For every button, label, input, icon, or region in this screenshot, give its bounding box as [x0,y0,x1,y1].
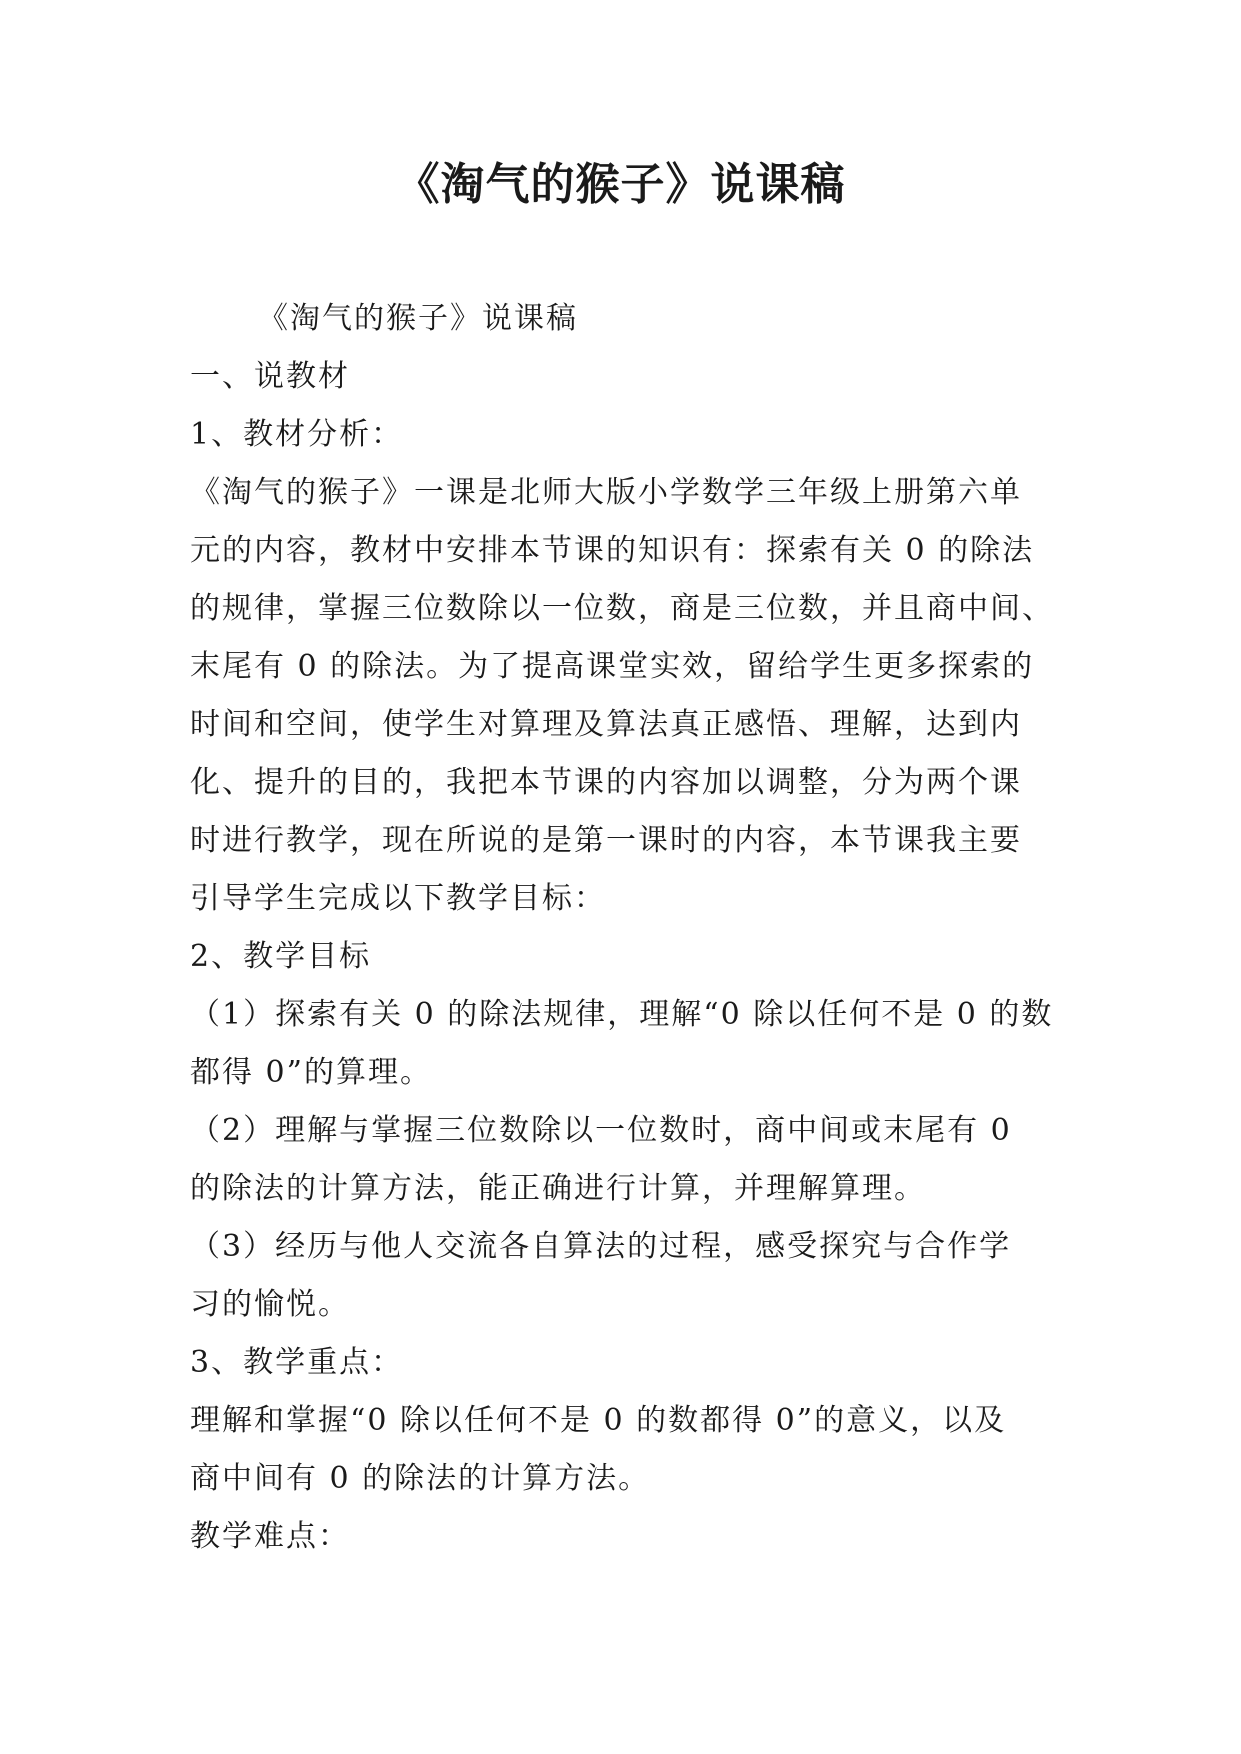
paragraph-line: 时进行教学，现在所说的是第一课时的内容，本节课我主要 [190,823,1022,858]
subtitle-line: 《淘气的猴子》说课稿 [258,301,578,336]
objective-line: 的除法的计算方法，能正确进行计算，并理解算理。 [190,1171,926,1206]
subsection-heading: 2、教学目标 [190,939,372,974]
paragraph-line: 化、提升的目的，我把本节课的内容加以调整，分为两个课 [190,765,1022,800]
paragraph-line: 引导学生完成以下教学目标： [190,881,606,916]
paragraph-line: 末尾有 0 的除法。为了提高课堂实效，留给学生更多探索的 [190,649,1035,684]
objective-line: （2）理解与掌握三位数除以一位数时，商中间或末尾有 0 [190,1113,1012,1148]
paragraph-line: 《淘气的猴子》一课是北师大版小学数学三年级上册第六单 [190,475,1022,510]
objective-line: （3）经历与他人交流各自算法的过程，感受探究与合作学 [190,1229,1012,1264]
subsection-heading: 教学难点： [190,1519,350,1554]
paragraph-line: 理解和掌握“0 除以任何不是 0 的数都得 0”的意义，以及 [190,1403,1007,1438]
subsection-heading: 3、教学重点： [190,1345,404,1380]
document-body [190,290,1060,1566]
paragraph-line: 时间和空间，使学生对算理及算法真正感悟、理解，达到内 [190,707,1022,742]
paragraph-line: 商中间有 0 的除法的计算方法。 [190,1461,651,1496]
objective-line: 习的愉悦。 [190,1287,350,1322]
objective-line: 都得 0”的算理。 [190,1055,432,1090]
paragraph-line: 元的内容，教材中安排本节课的知识有：探索有关 0 的除法 [190,533,1035,568]
document-title: 《淘气的猴子》说课稿 [395,159,846,210]
objective-line: （1）探索有关 0 的除法规律，理解“0 除以任何不是 0 的数 [190,997,1054,1032]
paragraph-line: 的规律，掌握三位数除以一位数，商是三位数，并且商中间、 [190,591,1054,626]
section-heading: 一、说教材 [190,359,350,394]
subsection-heading: 1、教材分析： [190,417,404,452]
